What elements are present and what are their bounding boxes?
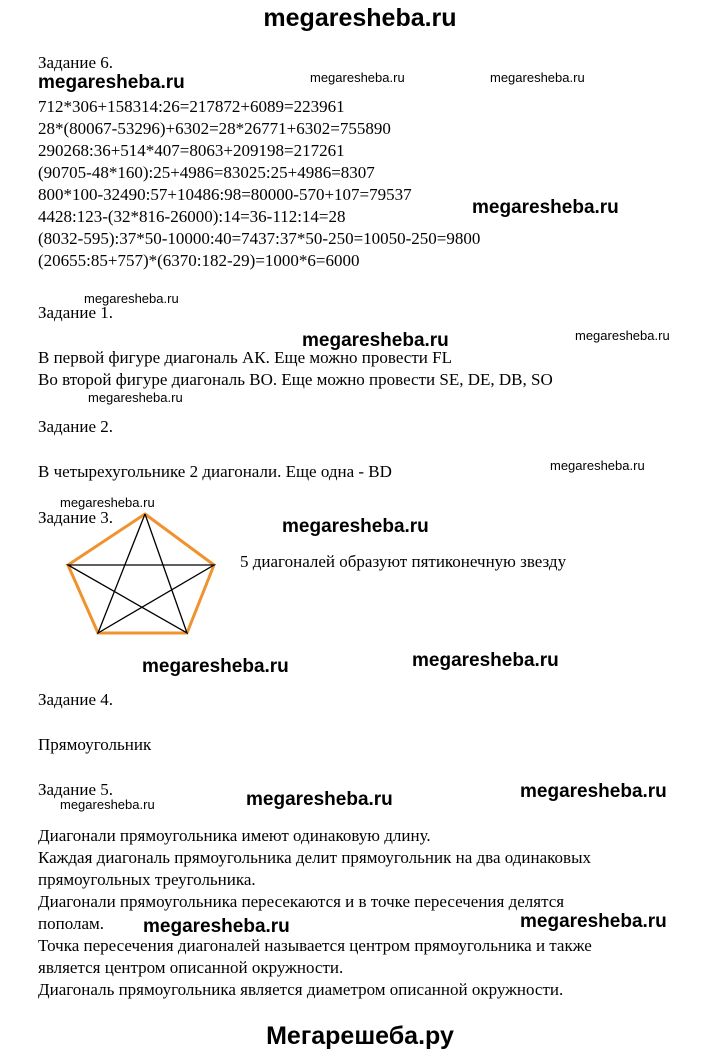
watermark: megaresheba.ru (143, 916, 290, 937)
pentagon-star-figure (62, 510, 222, 640)
watermark: megaresheba.ru (84, 291, 179, 306)
watermark: megaresheba.ru (60, 495, 155, 510)
task6-lines (38, 96, 480, 272)
watermark: megaresheba.ru (550, 458, 645, 473)
task5-line: является центром описанной окружности. (38, 958, 344, 977)
task5-line: Диагонали прямоугольника имеют одинаковую длину. (38, 826, 431, 845)
pentagon-outline (68, 514, 214, 633)
task5-lines (38, 825, 592, 1001)
task5-line: Диагонали прямоугольника пересекаются и в точке пересечения делятся (38, 892, 565, 911)
watermark: megaresheba.ru (310, 70, 405, 85)
task2-line: В четырехугольнике 2 диагонали. Еще одна - ВD (38, 462, 392, 481)
watermark: megaresheba.ru (246, 789, 393, 810)
watermark: megaresheba.ru (282, 516, 429, 537)
watermark: megaresheba.ru (142, 656, 289, 677)
task1-title: Задание 1. (38, 303, 113, 322)
watermark: megaresheba.ru (490, 70, 585, 85)
watermark: megaresheba.ru (472, 197, 619, 218)
site-header: megaresheba.ru (263, 4, 457, 32)
task4-title: Задание 4. (38, 690, 113, 709)
task6-line: 712*306+158314:26=217872+6089=223961 (38, 97, 345, 116)
watermark: megaresheba.ru (520, 781, 667, 802)
task6-line: 800*100-32490:57+10486:98=80000-570+107=79537 (38, 185, 412, 204)
task5-line: пополам. (38, 914, 105, 933)
task1-lines (38, 347, 553, 391)
watermark: megaresheba.ru (575, 328, 670, 343)
task5-line: Каждая диагональ прямоугольника делит прямоугольник на два одинаковых (38, 848, 592, 867)
task6-line: 4428:123-(32*816-26000):14=36-112:14=28 (38, 207, 346, 226)
task3-title: Задание 3. (38, 508, 113, 527)
task5-title: Задание 5. (38, 780, 113, 799)
task4-line: Прямоугольник (38, 735, 152, 754)
task6-line: 290268:36+514*407=8063+209198=217261 (38, 141, 345, 160)
task6-line: (90705-48*160):25+4986=83025:25+4986=8307 (38, 163, 375, 182)
task6-line: 28*(80067-53296)+6302=28*26771+6302=755890 (38, 119, 391, 138)
task5-line: Диагональ прямоугольника является диаметром описанной окружности. (38, 980, 564, 999)
task5-line: прямоугольных треугольника. (38, 870, 256, 889)
watermark: megaresheba.ru (38, 72, 185, 93)
watermark: megaresheba.ru (412, 650, 559, 671)
task2-title: Задание 2. (38, 417, 113, 436)
task5-line: Точка пересечения диагоналей называется центром прямоугольника и также (38, 936, 592, 955)
task1-line: В первой фигуре диагональ АК. Еще можно провести FL (38, 348, 452, 367)
task6-title: Задание 6. (38, 53, 113, 72)
task3-caption: 5 диагоналей образуют пятиконечную звезду (240, 552, 567, 571)
task6-line: (8032-595):37*50-10000:40=7437:37*50-250=10050-250=9800 (38, 229, 481, 248)
watermark: megaresheba.ru (520, 911, 667, 932)
task6-line: (20655:85+757)*(6370:182-29)=1000*6=6000 (38, 251, 360, 270)
site-footer: Мегарешеба.ру (266, 1022, 454, 1050)
watermark: megaresheba.ru (60, 797, 155, 812)
task1-line: Во второй фигуре диагональ ВО. Еще можно провести SE, DE, DB, SO (38, 370, 553, 389)
watermark: megaresheba.ru (302, 330, 449, 351)
watermark: megaresheba.ru (88, 390, 183, 405)
